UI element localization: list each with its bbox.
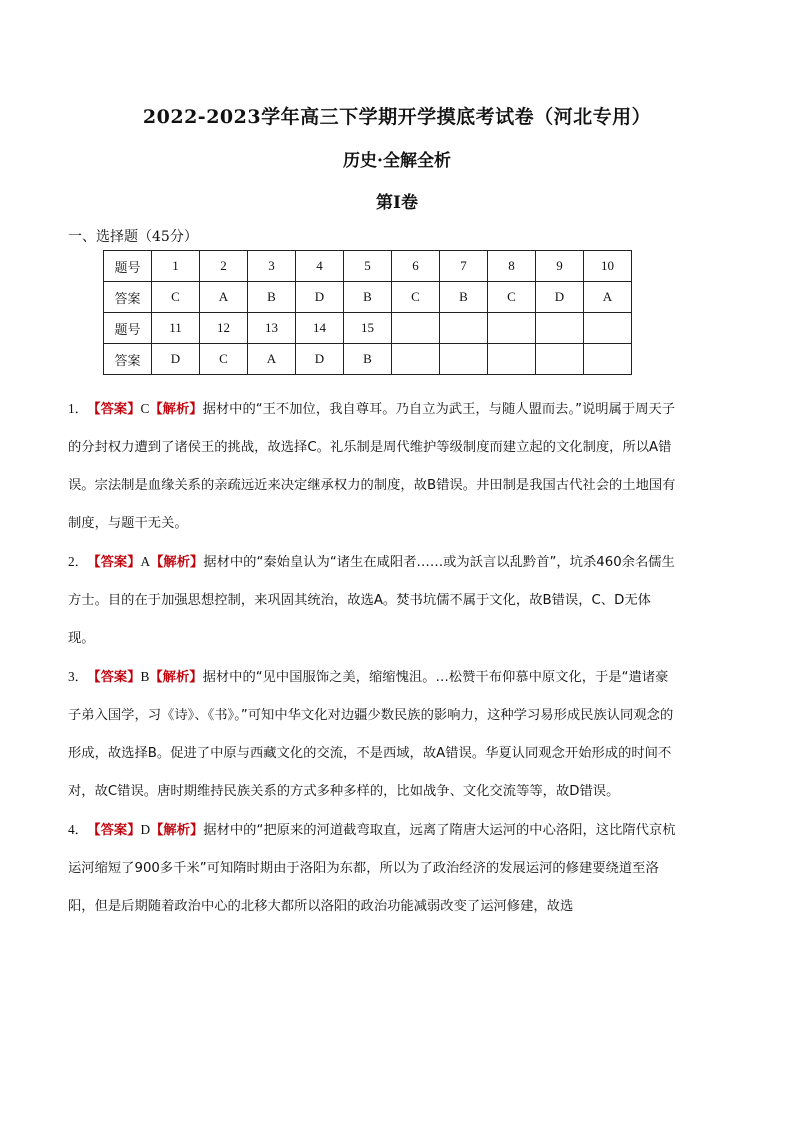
answer-table-cell bbox=[488, 344, 536, 375]
answer-table-cell: 15 bbox=[344, 313, 392, 344]
answer-table-cell bbox=[584, 313, 632, 344]
answer-table-cell: C bbox=[488, 282, 536, 313]
answer-table-cell: 14 bbox=[296, 313, 344, 344]
answer-table-row bbox=[104, 251, 632, 282]
answer-table-cell bbox=[536, 344, 584, 375]
answer-table-cell bbox=[488, 313, 536, 344]
answer-value: D bbox=[140, 822, 151, 837]
answer-table-cell: 7 bbox=[440, 251, 488, 282]
item-number: 2． bbox=[68, 554, 88, 569]
answer-table-cell bbox=[392, 344, 440, 375]
answer-table-row bbox=[104, 313, 632, 344]
analysis-tag: 【解析】 bbox=[150, 823, 204, 838]
explanation-text: 据材中的“见中国服饰之美，缩缩愧沮。…松赞干布仰慕中原文化，于是“遣诸豪子弟入国学，习《诗》、《书》。”可知中华文化对边疆少数民族的影响力，这种学习易形成民族认同观念的形成，故选择B。促进了中原与西藏文化的交流，不是西域，故A错误。华夏认同观念开始形成的时间不对，故C错误。唐时期维持民族关系的方式多种多样的，比如战争、文化交流等等，故D错误。 bbox=[68, 670, 674, 799]
explanation-text: 据材中的“把原来的河道截弯取直，远离了隋唐大运河的中心洛阳，这比隋代京杭运河缩短了900多千米”可知隋时期由于洛阳为东都，所以为了政治经济的发展运河的修建要绕道至洛阳，但是后期随着政治中心的北移大都所以洛阳的政治功能减弱改变了运河修建，故选 bbox=[68, 823, 676, 914]
answer-table-cell: B bbox=[344, 282, 392, 313]
analysis-tag: 【解析】 bbox=[149, 670, 203, 685]
answer-value: A bbox=[140, 554, 151, 569]
explanation-item bbox=[68, 390, 676, 543]
answer-table-cell: D bbox=[152, 344, 200, 375]
answer-table-cell: 12 bbox=[200, 313, 248, 344]
answer-table-header-cell: 题号 bbox=[104, 251, 152, 282]
answer-table bbox=[103, 250, 632, 375]
answer-table-header-cell: 答案 bbox=[104, 282, 152, 313]
answer-table-cell: 9 bbox=[536, 251, 584, 282]
answer-table-cell: B bbox=[440, 282, 488, 313]
answer-tag: 【答案】 bbox=[93, 402, 141, 417]
answer-table-cell: 11 bbox=[152, 313, 200, 344]
answer-table-cell: C bbox=[392, 282, 440, 313]
answer-value: C bbox=[140, 401, 150, 416]
item-number: 1． bbox=[68, 401, 88, 416]
answer-table-cell: 1 bbox=[152, 251, 200, 282]
answer-table-cell: 8 bbox=[488, 251, 536, 282]
volume-heading: 第Ⅰ卷 bbox=[376, 193, 418, 213]
answer-table-cell: D bbox=[536, 282, 584, 313]
answer-table-cell bbox=[584, 344, 632, 375]
answer-value: B bbox=[140, 669, 150, 684]
answer-table-cell: 6 bbox=[392, 251, 440, 282]
answer-table-cell: C bbox=[200, 344, 248, 375]
answer-table-cell: B bbox=[344, 344, 392, 375]
answer-table-cell: B bbox=[248, 282, 296, 313]
explanation-item bbox=[68, 543, 676, 658]
answer-table-cell: D bbox=[296, 344, 344, 375]
explanation-text: 据材中的“王不加位，我自尊耳。乃自立为武王，与随人盟而去。”说明属于周天子的分封权力遭到了诸侯王的挑战，故选择C。礼乐制是周代维护等级制度而建立起的文化制度，所以A错误。宗法制是血缘关系的亲疏远近来决定继承权力的制度，故B错误。井田制是我国古代社会的土地国有制度，与题干无关。 bbox=[68, 402, 676, 531]
answer-table-cell: A bbox=[584, 282, 632, 313]
answer-table-cell bbox=[440, 313, 488, 344]
answer-table-header-cell: 答案 bbox=[104, 344, 152, 375]
page-subtitle: 历史·全解全析 bbox=[343, 151, 451, 171]
answer-table-cell bbox=[536, 313, 584, 344]
item-number: 4． bbox=[68, 822, 88, 837]
answer-table-cell: 3 bbox=[248, 251, 296, 282]
analysis-tag: 【解析】 bbox=[150, 555, 204, 570]
answer-table-cell bbox=[440, 344, 488, 375]
explanation-text: 据材中的“秦始皇认为“诸生在咸阳者……或为訞言以乱黔首”，坑杀460余名儒生方士。目的在于加强思想控制，来巩固其统治，故选A。焚书坑儒不属于文化，故B错误，C、D无体现。 bbox=[68, 555, 675, 646]
answer-table-cell: 13 bbox=[248, 313, 296, 344]
answer-table-cell: 2 bbox=[200, 251, 248, 282]
answer-table-row bbox=[104, 282, 632, 313]
answer-table-cell: 4 bbox=[296, 251, 344, 282]
answer-table-cell: 10 bbox=[584, 251, 632, 282]
answer-tag: 【答案】 bbox=[93, 670, 141, 685]
answer-table-cell: 5 bbox=[344, 251, 392, 282]
answer-table-cell: A bbox=[248, 344, 296, 375]
item-number: 3． bbox=[68, 669, 88, 684]
answer-tag: 【答案】 bbox=[93, 555, 141, 570]
answer-table-header-cell: 题号 bbox=[104, 313, 152, 344]
analysis-tag: 【解析】 bbox=[149, 402, 203, 417]
page-title: 2022-2023学年高三下学期开学摸底考试卷（河北专用） bbox=[142, 106, 652, 128]
explanation-list bbox=[68, 390, 676, 926]
section-heading: 一、选择题（45分） bbox=[68, 229, 198, 245]
answer-table-row bbox=[104, 344, 632, 375]
answer-table-cell: A bbox=[200, 282, 248, 313]
answer-tag: 【答案】 bbox=[93, 823, 141, 838]
answer-table-cell: C bbox=[152, 282, 200, 313]
answer-table-cell bbox=[392, 313, 440, 344]
explanation-item bbox=[68, 658, 676, 811]
answer-table-cell: D bbox=[296, 282, 344, 313]
explanation-item bbox=[68, 811, 676, 926]
